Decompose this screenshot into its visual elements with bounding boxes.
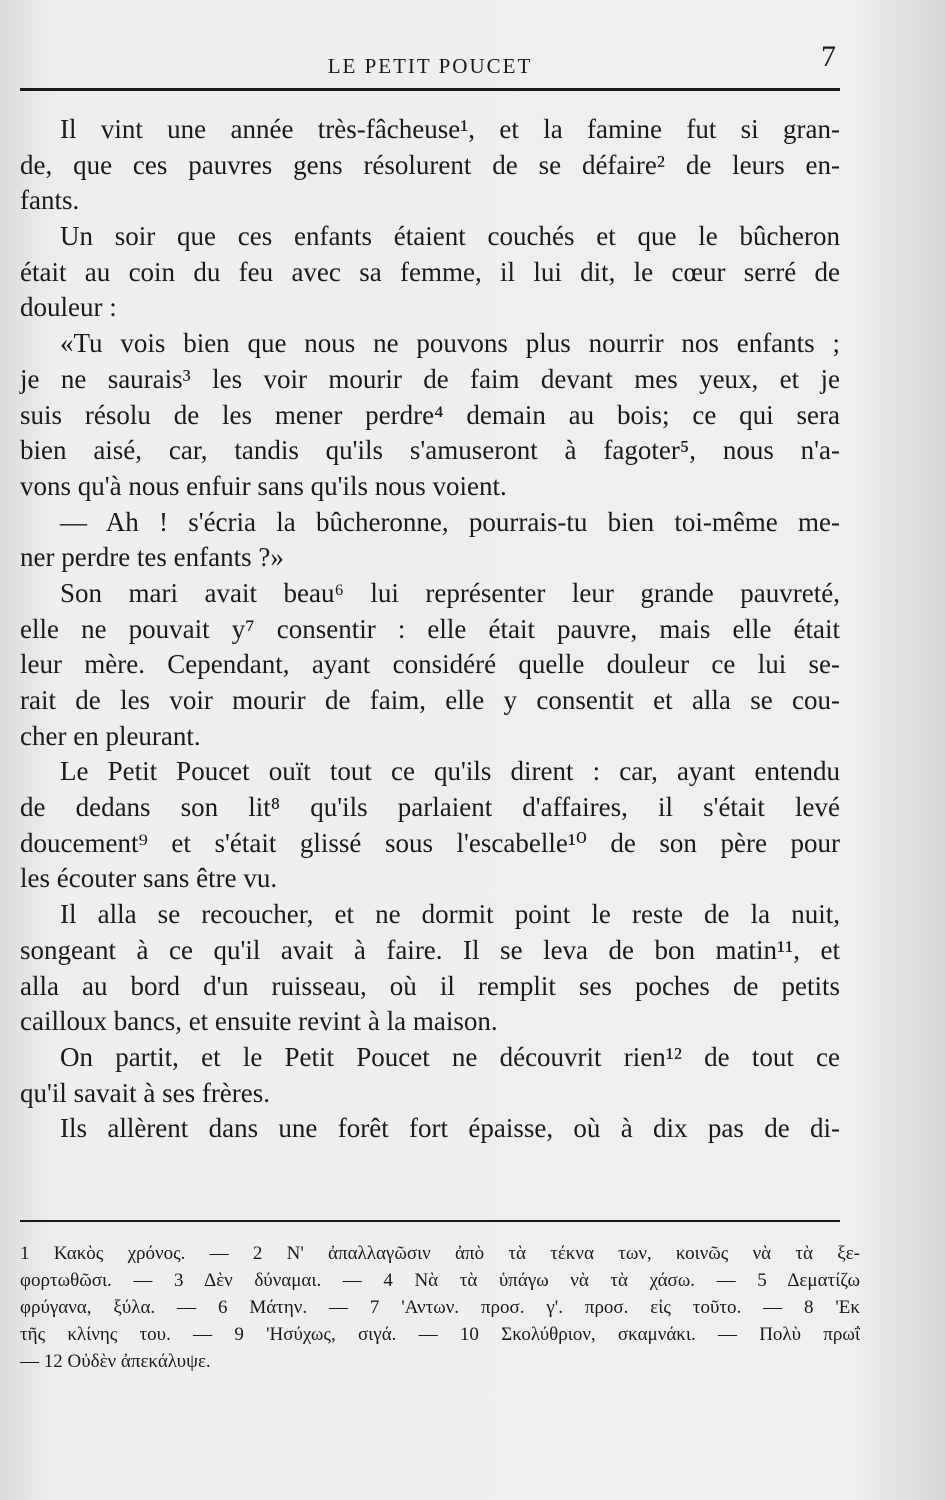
text-line: doucement⁹ et s'était glissé sous l'escabelle¹⁰ de son père pour xyxy=(20,827,840,858)
text-line: les écouter sans être vu. xyxy=(20,863,278,894)
text-line: Il alla se recoucher, et ne dormit point le reste de la nuit, xyxy=(60,899,840,930)
text-line: Un soir que ces enfants étaient couchés et que le bûcheron xyxy=(60,221,840,252)
text-line: suis résolu de les mener perdre⁴ demain au bois; ce qui sera xyxy=(20,399,840,430)
footnotes xyxy=(20,1240,860,1375)
footnote-rule xyxy=(20,1220,840,1222)
text-line: Ils allèrent dans une forêt fort épaisse, où à dix pas de di- xyxy=(60,1113,840,1144)
footnote-line: τῆς κλίνης του. — 9 'Ησύχως, σιγά. — 10 Σκολύθριον, σκαμνάκι. — Πολὺ πρωΐ xyxy=(20,1324,860,1345)
body-text xyxy=(20,112,840,1147)
text-line: alla au bord d'un ruisseau, où il remplit ses poches de petits xyxy=(20,970,840,1001)
footnote-line: 1 Κακὸς χρόνος. — 2 Ν' ἀπαλλαγῶσιν ἀπὸ τὰ τέκνα των, κοινῶς νὰ τὰ ξε- xyxy=(20,1243,860,1264)
text-line: songeant à ce qu'il avait à faire. Il se leva de bon matin¹¹, et xyxy=(20,934,840,965)
text-line: ner perdre tes enfants ?» xyxy=(20,542,284,573)
text-line: qu'il savait à ses frères. xyxy=(20,1077,271,1108)
text-line: Il vint une année très-fâcheuse¹, et la famine fut si gran- xyxy=(60,114,840,144)
text-line: bien aisé, car, tandis qu'ils s'amuseront à fagoter⁵, nous n'a- xyxy=(20,435,840,466)
text-line: douleur : xyxy=(20,292,117,323)
text-line: «Tu vois bien que nous ne pouvons plus nourrir nos enfants ; xyxy=(60,328,840,359)
text-line: je ne saurais³ les voir mourir de faim devant mes yeux, et je xyxy=(20,363,840,394)
text-line: Le Petit Poucet ouït tout ce qu'ils dirent : car, ayant entendu xyxy=(60,756,840,787)
footnote-line: φρύγανα, ξύλα. — 6 Μάτην. — 7 'Αντων. προσ. γ'. προσ. εἰς τοῦτο. — 8 'Εκ xyxy=(20,1297,860,1318)
page-header xyxy=(20,40,840,78)
footnote-line: φορτωθῶσι. — 3 Δὲν δύναμαι. — 4 Νὰ τὰ ὑπάγω νὰ τὰ χάσω. — 5 Δεματίζω xyxy=(20,1270,860,1291)
text-line: rait de les voir mourir de faim, elle y consentit et alla se cou- xyxy=(20,685,840,715)
text-line: de, que ces pauvres gens résolurent de se défaire² de leurs en- xyxy=(20,149,840,180)
text-line: On partit, et le Petit Poucet ne découvrit rien¹² de tout ce xyxy=(60,1041,840,1072)
text-line: cher en pleurant. xyxy=(20,720,201,751)
text-line: cailloux bancs, et ensuite revint à la maison. xyxy=(20,1006,498,1037)
running-title: LE PETIT POUCET xyxy=(327,54,533,78)
text-line: fants. xyxy=(20,185,80,216)
text-line: vons qu'à nous enfuir sans qu'ils nous voient. xyxy=(20,470,507,501)
text-line: — Ah ! s'écria la bûcheronne, pourrais-tu bien toi-même me- xyxy=(60,506,840,537)
text-line: Son mari avait beau⁶ lui représenter leur grande pauvreté, xyxy=(60,577,840,608)
text-line: de dedans son lit⁸ qu'ils parlaient d'affaires, il s'était levé xyxy=(20,792,840,823)
header-rule xyxy=(20,88,840,91)
text-line: leur mère. Cependant, ayant considéré quelle douleur ce lui se- xyxy=(20,649,840,680)
text-line: elle ne pouvait y⁷ consentir : elle était pauvre, mais elle était xyxy=(20,613,840,644)
page-number: 7 xyxy=(821,40,836,73)
text-line: était au coin du feu avec sa femme, il lui dit, le cœur serré de xyxy=(20,256,840,287)
footnote-line: — 12 Οὐδὲν ἀπεκάλυψε. xyxy=(20,1351,211,1372)
